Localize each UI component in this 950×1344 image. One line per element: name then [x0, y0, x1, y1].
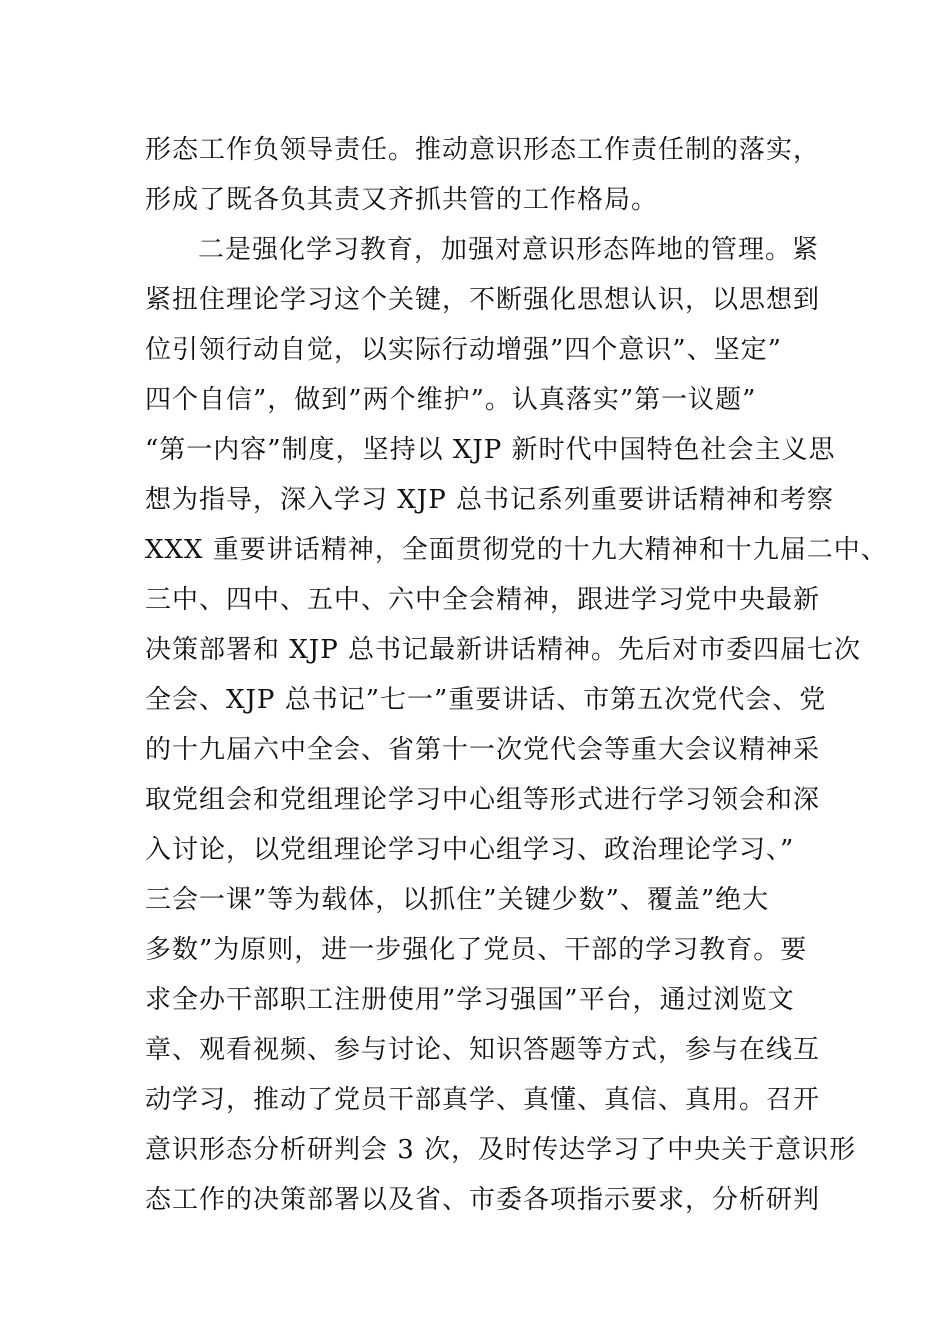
text-line: 三中、四中、五中、六中全会精神，跟进学习党中央最新: [145, 585, 821, 615]
text-line: 决策部署和 XJP 总书记最新讲话精神。先后对市委四届七次: [145, 635, 861, 665]
text-line: 动学习，推动了党员干部真学、真懂、真信、真用。召开: [145, 1085, 821, 1115]
text-line: 意识形态分析研判会 3 次，及时传达学习了中央关于意识形: [145, 1135, 857, 1165]
text-line: 形态工作负领导责任。推动意识形态工作责任制的落实，: [145, 135, 821, 165]
text-line: XXX 重要讲话精神，全面贯彻党的十九大精神和十九届二中、: [145, 535, 888, 565]
text-line: 的十九届六中全会、省第十一次党代会等重大会议精神采: [145, 735, 821, 765]
text-line: “第一内容”制度，坚持以 XJP 新时代中国特色社会主义思: [145, 435, 836, 465]
text-line: 紧扭住理论学习这个关键，不断强化思想认识，以思想到: [145, 285, 821, 315]
text-line: 多数”为原则，进一步强化了党员、干部的学习教育。要: [145, 935, 808, 965]
text-line: 章、观看视频、参与讨论、知识答题等方式，参与在线互: [145, 1035, 821, 1065]
text-line: 位引领行动自觉，以实际行动增强”四个意识”、坚定”: [145, 335, 782, 365]
text-line: 全会、XJP 总书记”七一”重要讲话、市第五次党代会、党: [145, 685, 827, 715]
text-line: 求全办干部职工注册使用”学习强国”平台，通过浏览文: [145, 985, 795, 1015]
text-line: 态工作的决策部署以及省、市委各项指示要求，分析研判: [145, 1185, 821, 1215]
text-line: 四个自信”，做到”两个维护”。认真落实”第一议题”: [145, 385, 757, 415]
text-line: 入讨论，以党组理论学习中心组学习、政治理论学习、”: [145, 835, 795, 865]
text-line: 取党组会和党组理论学习中心组等形式进行学习领会和深: [145, 785, 821, 815]
paragraph-first-line: 二是强化学习教育，加强对意识形态阵地的管理。紧: [198, 235, 820, 265]
text-line: 形成了既各负其责又齐抓共管的工作格局。: [145, 185, 659, 215]
text-line: 三会一课”等为载体，以抓住”关键少数”、覆盖”绝大: [145, 885, 770, 915]
text-line: 想为指导，深入学习 XJP 总书记系列重要讲话精神和考察: [145, 485, 834, 515]
